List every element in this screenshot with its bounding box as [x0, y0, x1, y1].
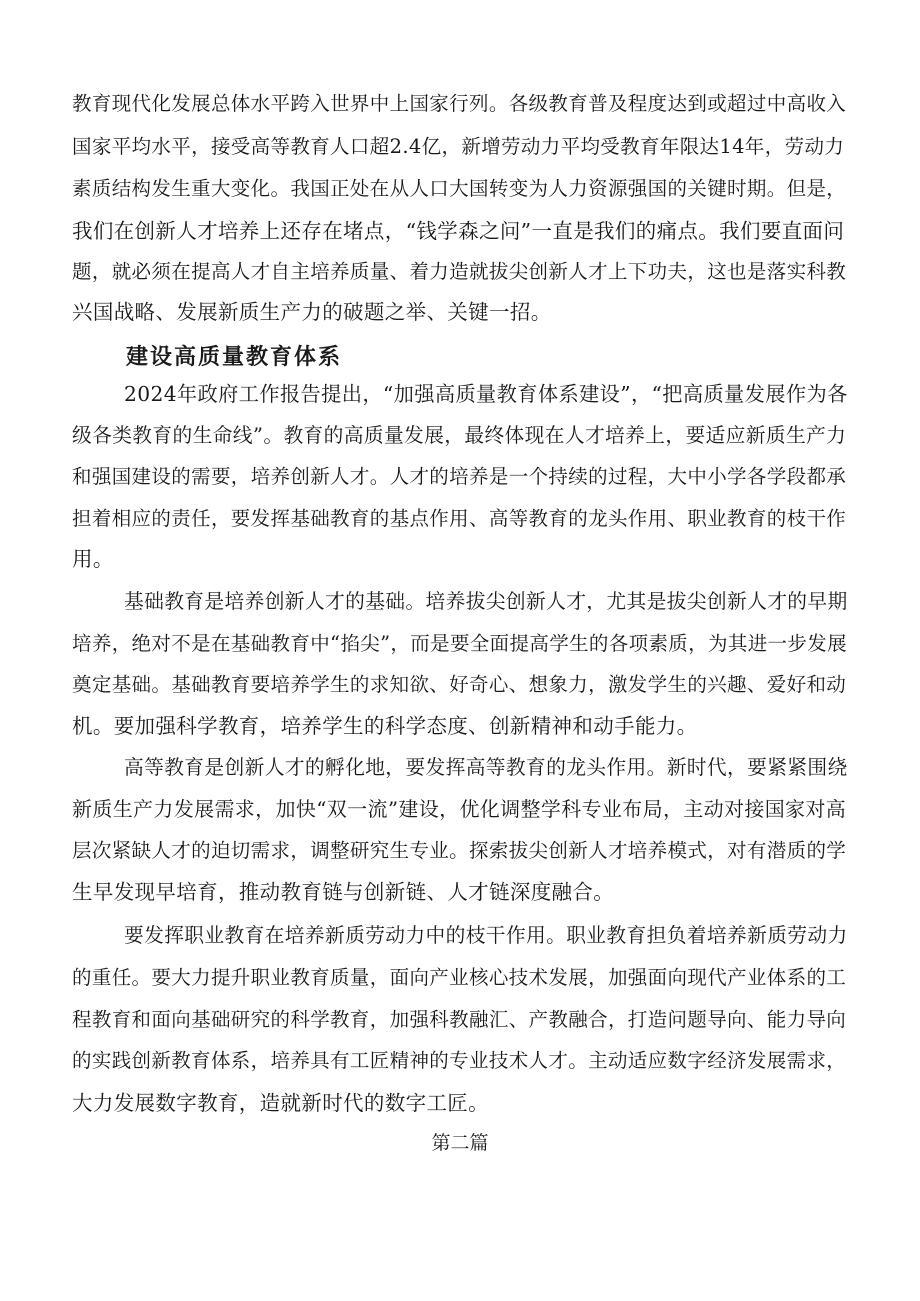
paragraph-1-line: 教育现代化发展总体水平跨入世界中上国家行列。各级教育普及程度达到或超过中高收入: [72, 92, 847, 115]
paragraph-4-line: 新质生产力发展需求，加快“双一流”建设，优化调整学科专业布局，主动对接国家对高: [72, 797, 847, 821]
paragraph-2-line: 和强国建设的需要，培养创新人才。人才的培养是一个持续的过程，大中小学各学段都承: [72, 465, 847, 488]
paragraph-2-line: 担着相应的责任，要发挥基础教育的基点作用、高等教育的龙头作用、职业教育的枝干作: [72, 507, 847, 530]
paragraph-5-line: 的重任。要大力提升职业教育质量，面向产业核心技术发展，加强面向现代产业体系的工: [72, 966, 847, 989]
paragraph-4-line: 生早发现早培育，推动教育链与创新链、人才链深度融合。: [72, 880, 615, 904]
paragraph-3-line: 基础教育是培养创新人才的基础。培养拔尖创新人才，尤其是拔尖创新人才的早期: [124, 590, 848, 613]
paragraph-1-line: 国家平均水平，接受高等教育人口超2.4亿，新增劳动力平均受教育年限达14年，劳动力: [72, 135, 845, 158]
paragraph-2-line: 用。: [72, 547, 114, 571]
paragraph-1-line: 兴国战略、发展新质生产力的破题之举、关键一招。: [72, 300, 552, 324]
section-heading: 建设高质量教育体系: [126, 345, 343, 370]
paragraph-5-line: 的实践创新教育体系，培养具有工匠精神的专业技术人才。主动适应数字经济发展需求，: [72, 1049, 847, 1072]
paragraph-3-line: 机。要加强科学教育，培养学生的科学态度、创新精神和动手能力。: [72, 714, 698, 738]
paragraph-5-line: 程教育和面向基础研究的科学教育，加强科教融汇、产教融合，打造问题导向、能力导向: [72, 1008, 847, 1031]
paragraph-5-line: 大力发展数字教育，造就新时代的数字工匠。: [72, 1091, 489, 1115]
paragraph-3-line: 奠定基础。基础教育要培养学生的求知欲、好奇心、想象力，激发学生的兴趣、爱好和动: [72, 673, 847, 696]
section-title: 第二篇: [431, 1132, 489, 1154]
paragraph-5-line: 要发挥职业教育在培养新质劳动力中的枝干作用。职业教育担负着培养新质劳动力: [124, 924, 848, 947]
paragraph-3-line: 培养，绝对不是在基础教育中“掐尖”，而是要全面提高学生的各项素质，为其进一步发展: [72, 632, 847, 655]
paragraph-1-line: 我们在创新人才培养上还存在堵点，“钱学森之问”一直是我们的痛点。我们要直面问: [72, 219, 845, 243]
paragraph-4-line: 高等教育是创新人才的孵化地，要发挥高等教育的龙头作用。新时代，要紧紧围绕: [124, 756, 848, 779]
paragraph-1-line: 素质结构发生重大变化。我国正处在从人口大国转变为人力资源强国的关键时期。但是，: [72, 177, 847, 200]
paragraph-1-line: 题，就必须在提高人才自主培养质量、着力造就拔尖创新人才上下功夫，这也是落实科教: [72, 260, 847, 283]
paragraph-4-line: 层次紧缺人才的迫切需求，调整研究生专业。探索拔尖创新人才培养模式，对有潜质的学: [72, 839, 847, 862]
paragraph-2-line: 2024年政府工作报告提出，“加强高质量教育体系建设”，“把高质量发展作为各: [124, 382, 848, 406]
paragraph-2-line: 级各类教育的生命线”。教育的高质量发展，最终体现在人才培养上，要适应新质生产力: [72, 424, 847, 447]
